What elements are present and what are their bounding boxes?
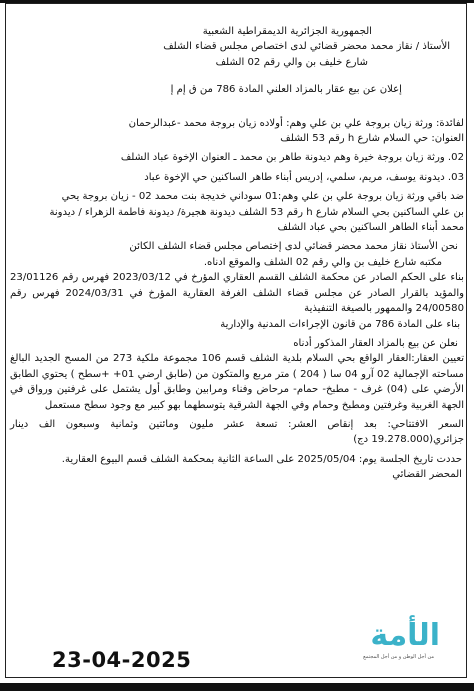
beneficiary-heirs-02: 02. ورثة زيان بروجة خيرة وهم ديدونة طاهر بن محمد ـ العنوان الإخوة عباد الشلف [120, 152, 464, 164]
beneficiary-address: العنوان: حي السلام شارع h رقم 53 الشلف [280, 133, 464, 145]
bailiff-statement: نحن الأستاذ نقاز محمد محضر قضائي لدى إختصاص مجلس قضاء الشلف الكائن [129, 241, 458, 253]
opening-price: السعر الافتتاحي: بعد إنقاص العشر: تسعة عشر مليون ومائتين وثمانية وسبعون الف دينار جزائري(19.278.000 دج) [10, 418, 464, 446]
logo-tagline: من أجل الوطن و من أجل المجتمع [363, 654, 434, 660]
respondents-line-3: محمد أبناء الطاهر الساكنين بحي عباد الشلف [277, 222, 464, 234]
announcement-text [10, 24, 464, 483]
bailiff-address: شارع خليف بن والي رقم 02 الشلف [215, 56, 368, 68]
legal-article: بناء على المادة 786 من قانون الإجراءات المدنية والإدارية [220, 318, 460, 330]
beneficiary-heirs-03: 03. ديدونة يوسف، مريم، سلمي، إدريس أبناء طاهر الساكنين حي الإخوة عباد [144, 171, 464, 183]
publication-date: 23-04-2025 [52, 648, 192, 672]
republic-heading: الجمهورية الجزائرية الديمقراطية الشعبية [202, 26, 372, 37]
judgment-paragraph: بناء على الحكم الصادر عن محكمة الشلف القسم العقاري المؤرخ في 2023/03/12 فهرس رقم 23/01126 والمؤيد بالقرار الصادر عن مجلس قضاء الشلف الغرفة العقارية المؤرخ في 2024/03/31 فهرس رقم 24/00580 والممهور بالصيغة التنفيذية [10, 272, 465, 315]
announcement-title: إعلان عن بيع عقار بالمزاد العلني المادة 786 من ق إم إ [170, 84, 402, 96]
bottom-rule [0, 683, 474, 691]
bailiff-line: الأستاذ / نقاز محمد محضر قضائي لدى اختصاص مجلس قضاء الشلف [163, 41, 450, 53]
sale-announcement: نعلن عن بيع بالمزاد العقار المذكور أدناه [293, 337, 458, 349]
logo-wordmark: الأمة [370, 618, 440, 653]
newspaper-logo [320, 618, 440, 664]
session-date: حددت تاريخ الجلسة يوم: 2025/05/04 على الساعة الثانية بمحكمة الشلف قسم البيوع العقارية. [61, 453, 462, 465]
signature: المحضر القضائي [392, 469, 462, 481]
property-description: تعيين العقار:العقار الواقع بحي السلام بلدية الشلف قسم 106 مجموعة ملكية 273 من المسح الجديد البالغ مساحته الإجمالية 02 آرو 04 سا ( 204 ) متر مربع والمتكون من (طابق ارضي 01+ +سطح ) يحتوي الطابق الأرضي على (04) غرف - مطبخ- حمام- مرحاض وفناء ومرابين وطابق أول يشتمل على غرفتين ورواق في الجهة الغربية وغرفتين ومطبخ وحمام وفي الجهة الشرقية يتوسطهما بهو كبير مع وجود سطح مستعمل [10, 353, 465, 411]
bailiff-office: مكتبه شارع خليف بن والي رقم 02 الشلف والموقع ادناه. [203, 256, 442, 268]
respondents-line-1: ضد باقي ورثة زيان بروجة علي بن علي وهم:01 سوداني خديجة بنت محمد 02 - زيان بروجة يحي [61, 191, 464, 203]
beneficiary-line: لفائدة: ورثة زيان بروجة علي بن علي وهم: أولاده زيان بروجة محمد -عبدالرحمان [128, 117, 464, 129]
respondents-line-2: بن علي الساكنين بحي السلام شارع h رقم 53 الشلف ديدونة هجيرة/ ديدونة فاطمة الزهراء / ديدونة [49, 206, 464, 218]
